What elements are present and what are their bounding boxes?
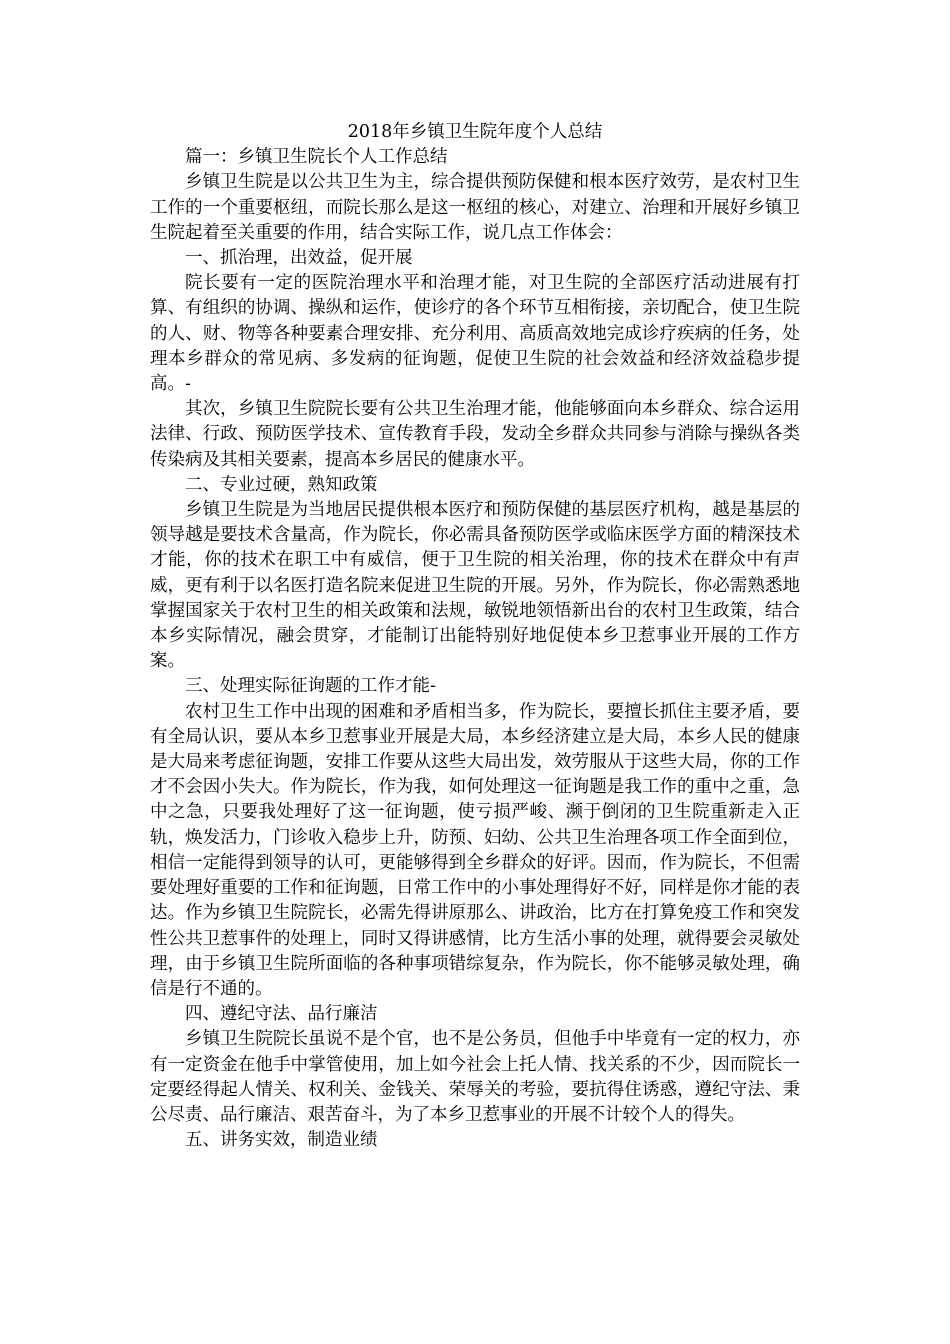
section-heading: 三、处理实际征询题的工作才能-	[185, 676, 436, 697]
paragraph: 乡镇卫生院是以公共卫生为主，综合提供预防保健和根本医疗效劳，是农村卫生工作的一个重要枢纽，而院长那么是这一枢纽的核心，对建立、治理和开展好乡镇卫生院起着至关重要的作用，结合实际工作，说几点工作体会：	[150, 172, 800, 243]
document-title: 2018年乡镇卫生院年度个人总结	[347, 122, 603, 142]
paragraph: 院长要有一定的医院治理水平和治理才能，对卫生院的全部医疗活动进展有打算、有组织的协调、操纵和运作，使诊疗的各个环节互相衔接，亲切配合，使卫生院的人、财、物等各种要素合理安排、充分利用、高质高效地完成诊疗疾病的任务，处理本乡群众的常见病、多发病的征询题，促使卫生院的社会效益和经济效益稳步提高。-	[150, 273, 800, 395]
section-heading: 二、专业过硬，熟知政策	[185, 474, 378, 495]
paragraph: 农村卫生工作中出现的困难和矛盾相当多，作为院长，要擅长抓住主要矛盾，要有全局认识，要从本乡卫惹事业开展是大局，本乡经济建立是大局，本乡人民的健康是大局来考虑征询题，安排工作要从这些大局出发，效劳服从于这些大局，你的工作才不会因小失大。作为院长，作为我，如何处理这一征询题是我工作的重中之重，急中之急，只要我处理好了这一征询题，使亏损严峻、濒于倒闭的卫生院重新走入正轨，焕发活力，门诊收入稳步上升，防预、妇幼、公共卫生治理各项工作全面到位，相信一定能得到领导的认可，更能够得到全乡群众的好评。因而，作为院长，不但需要处理好重要的工作和征询题，日常工作中的小事处理得好不好，同样是你才能的表达。作为乡镇卫生院院长，必需先得讲原那么、讲政治，比方在打算免疫工作和突发性公共卫惹事件的处理上，同时又得讲感情，比方生活小事的处理，就得要会灵敏处理，由于乡镇卫生院所面临的各种事项错综复杂，作为院长，你不能够灵敏处理，确信是行不通的。	[150, 701, 800, 999]
document-page	[150, 120, 800, 1153]
paragraph: 乡镇卫生院是为当地居民提供根本医疗和预防保健的基层医疗机构，越是基层的领导越是要技术含量高，作为院长，你必需具备预防医学或临床医学方面的精深技术才能，你的技术在职工中有威信，便于卫生院的相关治理，你的技术在群众中有声威，更有利于以名医打造名院来促进卫生院的开展。另外，作为院长，你必需熟悉地掌握国家关于农村卫生的相关政策和法规，敏锐地领悟新出台的农村卫生政策，结合本乡实际情况，融会贯穿，才能制订出能特别好地促使本乡卫惹事业开展的工作方案。	[150, 500, 800, 672]
section-heading: 篇一：乡镇卫生院长个人工作总结	[185, 147, 448, 168]
section-heading: 五、讲务实效，制造业绩	[185, 1130, 378, 1151]
paragraph: 其次，乡镇卫生院院长要有公共卫生治理才能，他能够面向本乡群众、综合运用法律、行政、预防医学技术、宣传教育手段，发动全乡群众共同参与消除与操纵各类传染病及其相关要素，提高本乡居民的健康水平。	[150, 399, 800, 470]
paragraph: 乡镇卫生院院长虽说不是个官，也不是公务员，但他手中毕竟有一定的权力，亦有一定资金在他手中掌管使用，加上如今社会上托人情、找关系的不少，因而院长一定要经得起人情关、权利关、金钱关、荣辱关的考验，要抗得住诱惑，遵纪守法、秉公尽责、品行廉洁、艰苦奋斗，为了本乡卫惹事业的开展不计较个人的得失。	[150, 1029, 800, 1125]
section-heading: 一、抓治理，出效益，促开展	[185, 248, 413, 269]
section-heading: 四、遵纪守法、品行廉洁	[185, 1004, 378, 1025]
